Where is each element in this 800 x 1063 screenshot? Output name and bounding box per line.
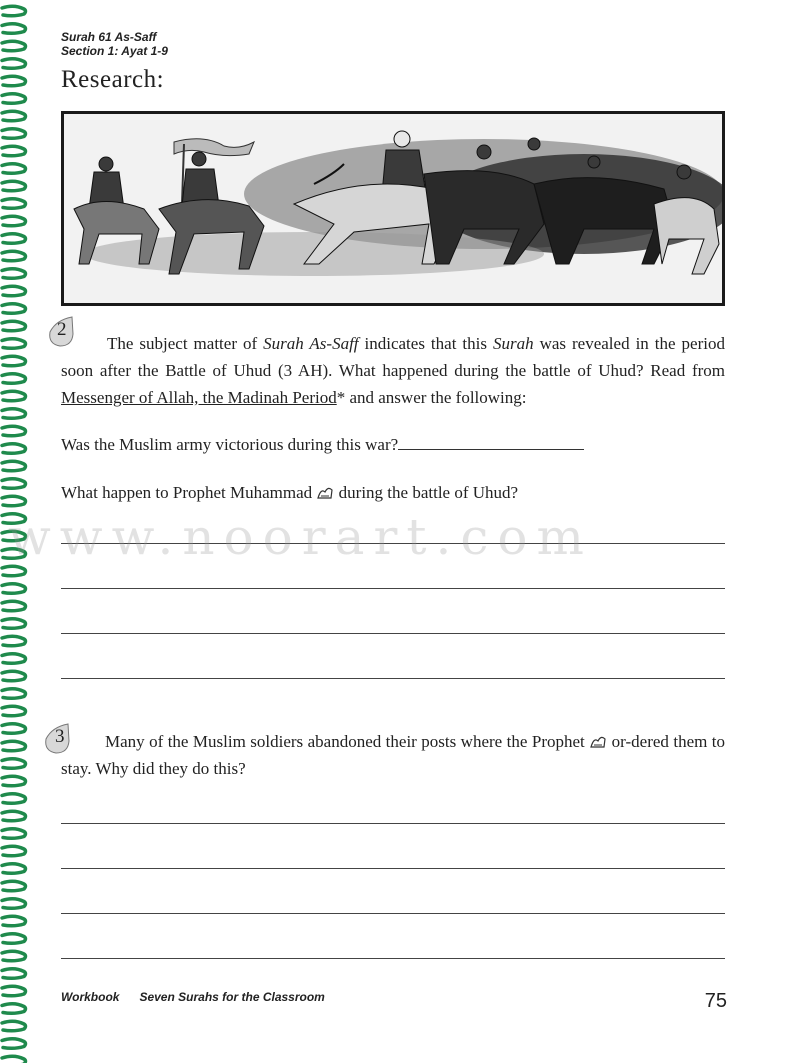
book-title: Messenger of Allah, the Madinah Period [61, 388, 337, 407]
binding-coil [2, 601, 26, 611]
binding-coil [2, 251, 26, 261]
binding-coil [2, 181, 26, 191]
binding-coil [2, 741, 26, 751]
binding-coil [2, 146, 26, 156]
binding-coil [2, 776, 26, 786]
binding-coil [2, 916, 26, 926]
binding-coil [2, 881, 26, 891]
page-number: 75 [704, 990, 727, 1012]
answer-line[interactable] [61, 868, 725, 869]
watermark: www.noorart.com [8, 508, 593, 566]
binding-coil [2, 1056, 26, 1063]
binding-coil [2, 706, 26, 716]
question-2-text: The subject matter of Surah As-Saff indicates that this Surah was revealed in the period soon after the Battle of Uhud (3 AH). What happened during the battle of Uhud? Read from Messenger of Allah, the Madinah Period* and answer the following: [61, 334, 725, 407]
binding-coil [2, 1004, 26, 1014]
binding-coil [2, 951, 26, 961]
binding-coil [2, 6, 26, 16]
binding-coil [2, 321, 26, 331]
research-heading: Research: [61, 66, 165, 93]
binding-coil [2, 374, 26, 384]
binding-coil [2, 829, 26, 839]
binding-coil [2, 794, 26, 804]
binding-coil [2, 584, 26, 594]
answer-line[interactable] [61, 633, 725, 634]
binding-coil [2, 1039, 26, 1049]
binding-coil [2, 846, 26, 856]
page-header [61, 30, 168, 58]
binding-coil [2, 654, 26, 664]
binding-coil [2, 59, 26, 69]
binding-coil [2, 409, 26, 419]
battle-illustration [61, 111, 725, 306]
footer-label: Workbook [61, 990, 120, 1004]
binding-coil [2, 76, 26, 86]
binding-coil [2, 811, 26, 821]
binding-coil [2, 41, 26, 51]
answer-line[interactable] [61, 823, 725, 824]
footer-book-title: Seven Surahs for the Classroom [139, 990, 325, 1004]
answer-line[interactable] [61, 678, 725, 679]
binding-coil [2, 461, 26, 471]
saw-calligraphy-icon [589, 733, 607, 749]
question-2b: What happen to Prophet Muhammad during the battle of Uhud? [61, 483, 519, 502]
binding-coil [2, 636, 26, 646]
binding-coil [2, 1021, 26, 1031]
answer-blank[interactable] [398, 433, 584, 450]
binding-coil [2, 216, 26, 226]
binding-coil [2, 986, 26, 996]
binding-coil [2, 689, 26, 699]
binding-coil [2, 671, 26, 681]
answer-line[interactable] [61, 913, 725, 914]
binding-coil [2, 479, 26, 489]
binding-coil [2, 129, 26, 139]
saw-calligraphy-icon [316, 484, 334, 500]
binding-coil [2, 444, 26, 454]
answer-line[interactable] [61, 588, 725, 589]
binding-coil [2, 94, 26, 104]
binding-coil [2, 724, 26, 734]
question-2-number: 2 [57, 319, 67, 340]
binding-coil [2, 356, 26, 366]
binding-coil [2, 111, 26, 121]
binding-coil [2, 339, 26, 349]
binding-coil [2, 496, 26, 506]
answer-line[interactable] [61, 958, 725, 959]
question-2a: Was the Muslim army victorious during this war? [61, 431, 584, 458]
binding-coil [2, 304, 26, 314]
section-label: Section 1: Ayat 1-9 [61, 44, 168, 58]
binding-coil [2, 619, 26, 629]
binding-coil [2, 934, 26, 944]
binding-coil [2, 234, 26, 244]
question-3-number: 3 [55, 726, 65, 747]
surah-label: Surah 61 As-Saff [61, 30, 157, 44]
binding-coil [2, 391, 26, 401]
binding-coil [2, 864, 26, 874]
binding-coil [2, 759, 26, 769]
binding-coil [2, 164, 26, 174]
binding-coil [2, 566, 26, 576]
binding-coil [2, 269, 26, 279]
page-footer [61, 990, 325, 1004]
binding-coil [2, 426, 26, 436]
binding-coil [2, 199, 26, 209]
question-3-text: Many of the Muslim soldiers abandoned their posts where the Prophet or-dered them to stay. Why did they do this? [61, 732, 726, 778]
binding-coil [2, 899, 26, 909]
binding-coil [2, 24, 26, 34]
binding-coil [2, 969, 26, 979]
binding-coil [2, 286, 26, 296]
